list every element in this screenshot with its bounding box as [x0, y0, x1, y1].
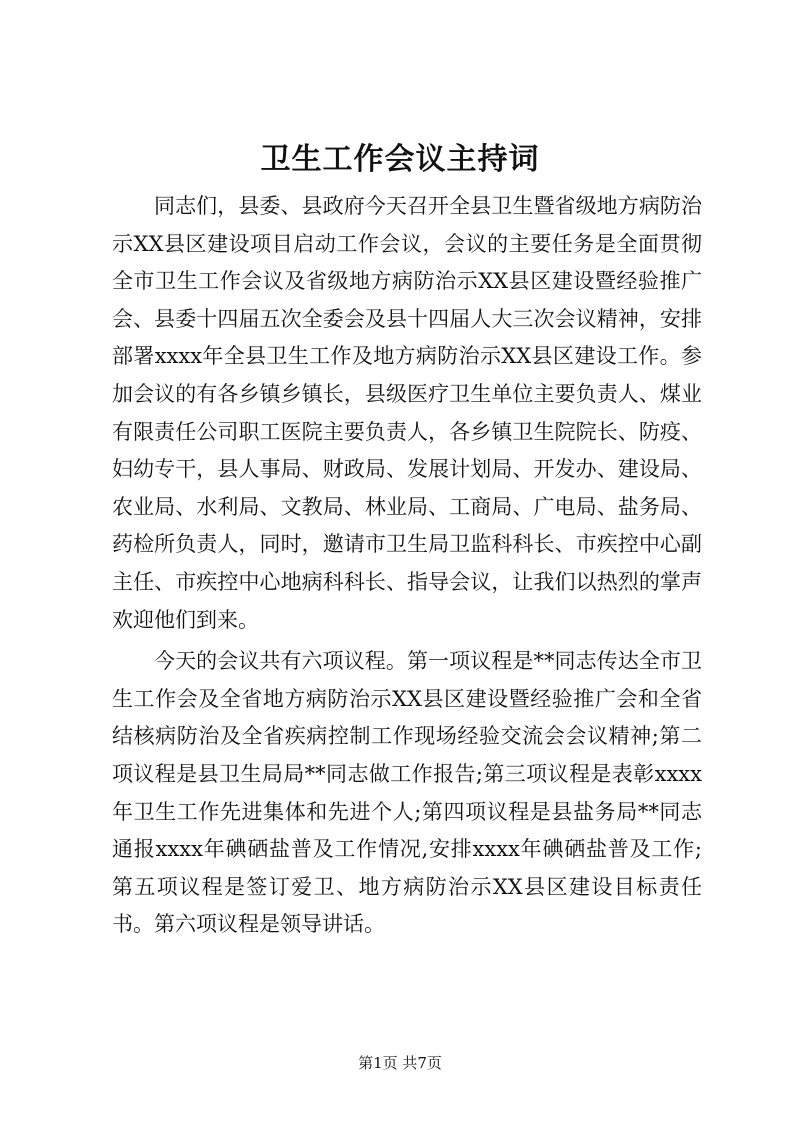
paragraph-opening: 同志们，县委、县政府今天召开全县卫生暨省级地方病防治示XX县区建设项目启动工作会议，会议的主要任务是全面贯彻全市卫生工作会议及省级地方病防治示XX县区建设暨经验推广会、县委十四届五次全委会及县十四届人大三次会议精神，安排部署xxxx年全县卫生工作及地方病防治示XX县区建设工作。参加会议的有各乡镇乡镇长，县级医疗卫生单位主要负责人、煤业有限责任公司职工医院主要负责人，各乡镇卫生院院长、防疫、妇幼专干，县人事局、财政局、发展计划局、开发办、建设局、农业局、水利局、文教局、林业局、工商局、广电局、盐务局、药检所负责人，同时，邀请市卫生局卫监科科长、市疾控中心副主任、市疾控中心地病科科长、指导会议，让我们以热烈的掌声欢迎他们到来。 — [112, 194, 702, 632]
document-body — [112, 188, 702, 944]
paragraph-agenda: 今天的会议共有六项议程。第一项议程是**同志传达全市卫生工作会及全省地方病防治示XX县区建设暨经验推广会和全省结核病防治及全省疾病控制工作现场经验交流会会议精神;第二项议程是县卫生局局**同志做工作报告;第三项议程是表彰xxxx年卫生工作先进集体和先进个人;第四项议程是县盐务局**同志通报xxxx年碘硒盐普及工作情况,安排xxxx年碘硒盐普及工作;第五项议程是签订爱卫、地方病防治示XX县区建设目标责任书。第六项议程是领导讲话。 — [112, 649, 702, 937]
document-title: 卫生工作会议主持词 — [260, 142, 540, 177]
page-footer: 第1页 共7页 — [358, 1054, 442, 1072]
